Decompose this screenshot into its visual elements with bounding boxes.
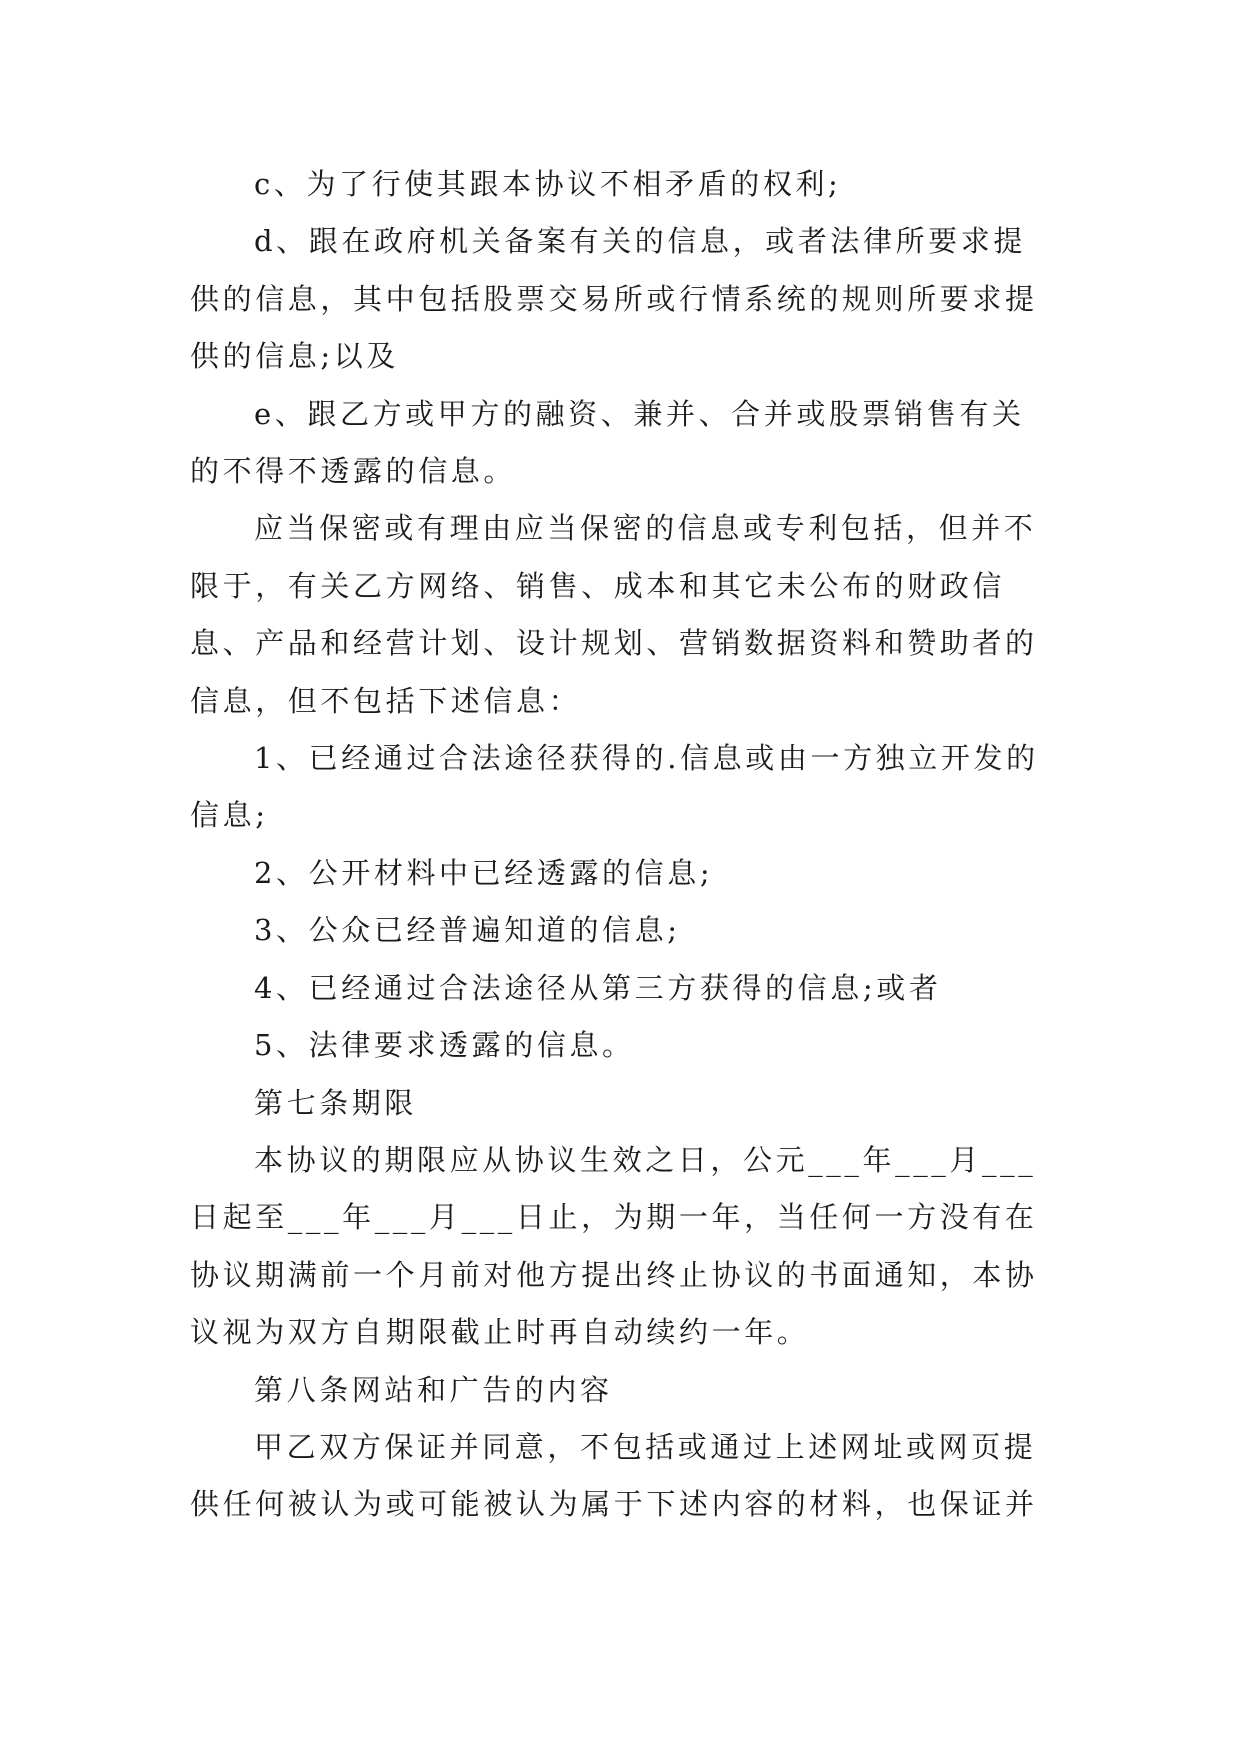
exclusion-item-1: 1、已经通过合法途径获得的.信息或由一方独立开发的信息; [190,741,1039,833]
article-7-term: 本协议的期限应从协议生效之日，公元___年___月___日起至___年___月___日止，为期一年，当任何一方没有在协议期满前一个月前对他方提出终止协议的书面通知，本协议视为双方自期限截止时再自动续约一年。 [190,1142,1038,1350]
exclusion-item-4: 4、已经通过合法途径从第三方获得的信息;或者 [254,970,942,1005]
exclusion-item-3: 3、公众已经普遍知道的信息; [254,913,681,948]
exclusion-item-5: 5、法律要求透露的信息。 [254,1028,635,1063]
article-8-heading: 第八条网站和广告的内容 [254,1372,613,1407]
article-8-content: 甲乙双方保证并同意，不包括或通过上述网址或网页提供任何被认为或可能被认为属于下述内容的材料，也保证并 [190,1429,1038,1522]
clause-c: c、为了行使其跟本协议不相矛盾的权利; [254,167,842,201]
clause-e: e、跟乙方或甲方的融资、兼并、合并或股票销售有关的不得不透露的信息。 [190,396,1025,489]
document-body [190,156,1050,1534]
clause-d: d、跟在政府机关备案有关的信息，或者法律所要求提供的信息，其中包括股票交易所或行情系统的规则所要求提供的信息;以及 [190,224,1038,374]
exclusion-item-2: 2、公开材料中已经透露的信息; [254,855,714,890]
confidential-info-definition: 应当保密或有理由应当保密的信息或专利包括，但并不限于，有关乙方网络、销售、成本和其它未公布的财政信息、产品和经营计划、设计规划、营销数据资料和赞助者的信息，但不包括下述信息： [190,511,1038,718]
article-7-heading: 第七条期限 [254,1085,418,1120]
